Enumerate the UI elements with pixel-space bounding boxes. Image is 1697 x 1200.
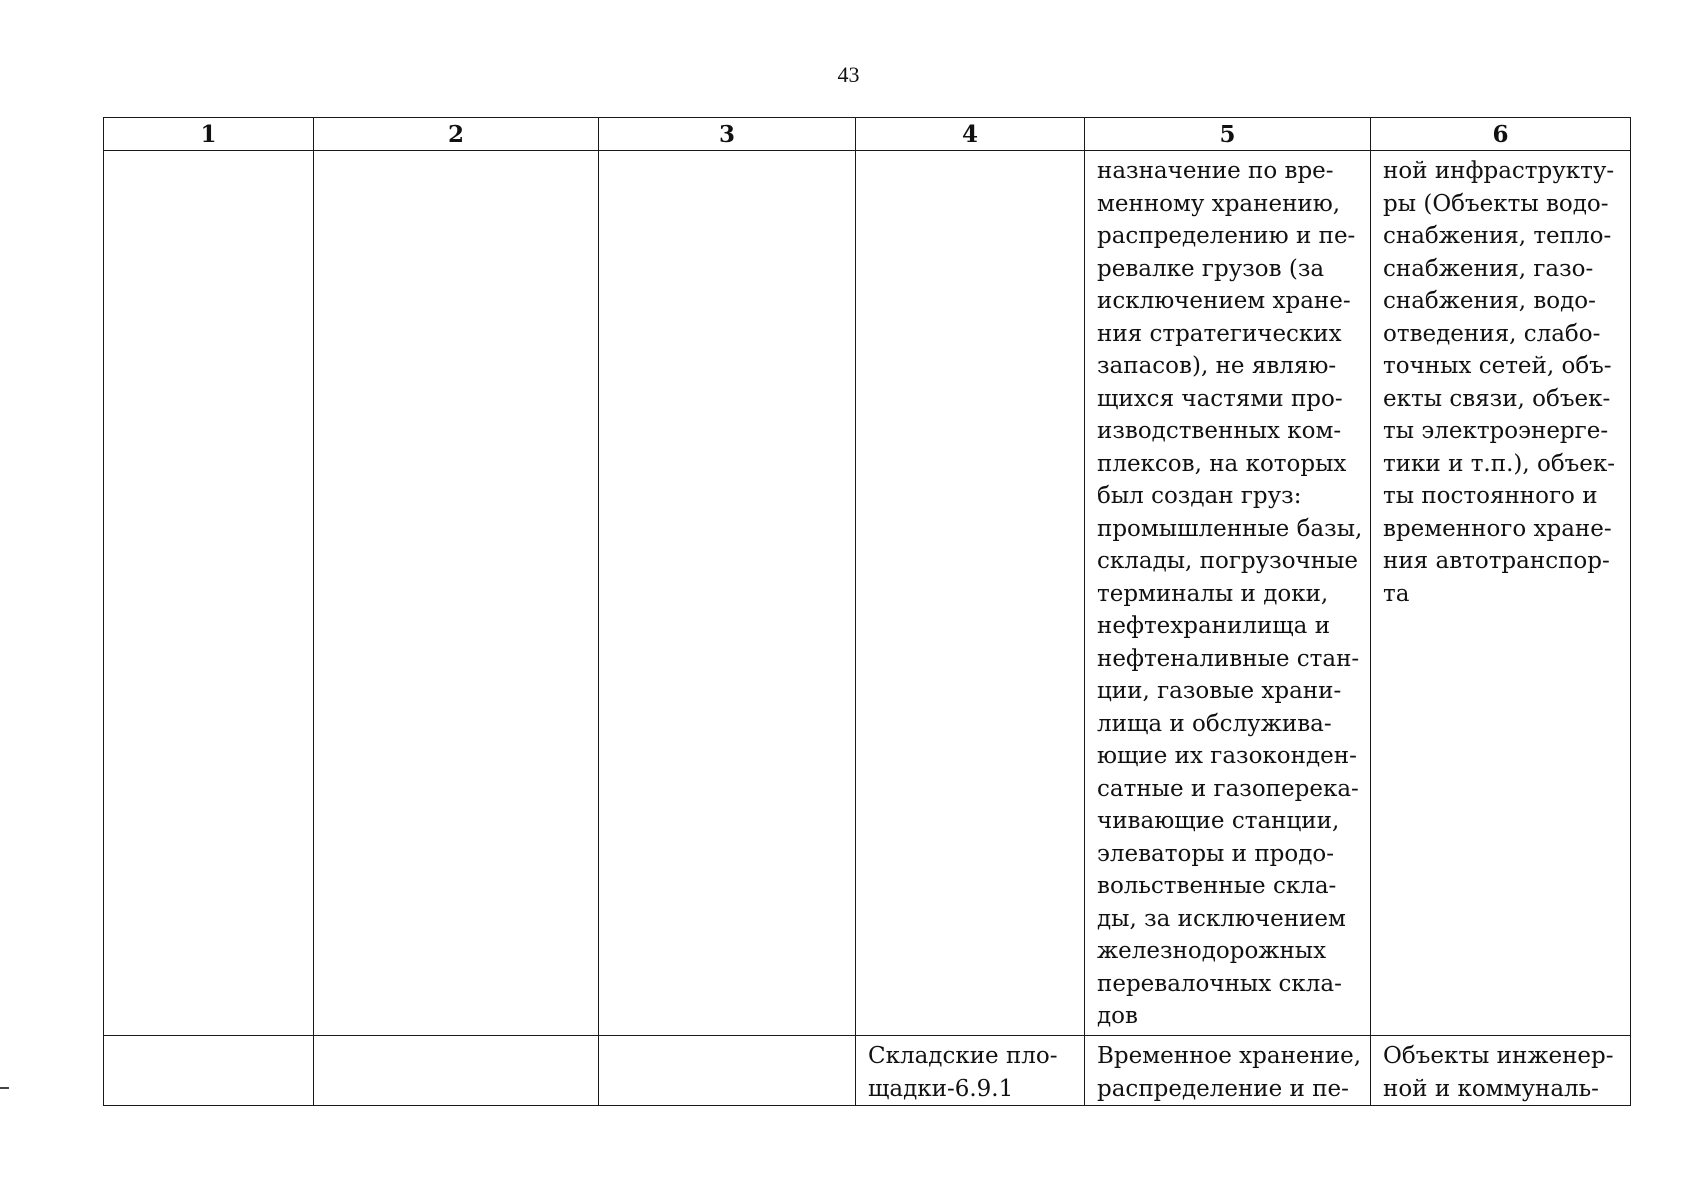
table-cell (599, 151, 856, 1036)
table-cell-use-description: Временное хранение, распределение и пе- (1085, 1036, 1371, 1106)
column-header-6: 6 (1371, 118, 1631, 151)
margin-mark (0, 1087, 9, 1089)
table-cell (599, 1036, 856, 1106)
column-header-2: 2 (314, 118, 599, 151)
table-cell (314, 1036, 599, 1106)
table-cell (314, 151, 599, 1036)
column-header-1: 1 (104, 118, 314, 151)
table-cell-use-description: назначение по вре- менному хранению, распределению и пе- ревалке грузов (за исключением хране- ния стратегических запасов), не являю- щихся частями про- изводственных ком- плексов, на которых был создан груз: промышленные базы, склады, погрузочные терминалы и доки, нефтехранилища и нефтеналивные стан- ции, газовые храни- лища и обслужива- ющие их газоконден- сатные и газоперека- чивающие станции, элеваторы и продо- вольственные скла- ды, за исключением железнодорожных перевалочных скла- дов (1085, 151, 1371, 1036)
column-header-5: 5 (1085, 118, 1371, 151)
table-row (104, 151, 1631, 1036)
table-header-row (104, 118, 1631, 151)
column-header-4: 4 (856, 118, 1085, 151)
table-cell-infrastructure: Объекты инженер- ной и коммуналь- (1371, 1036, 1631, 1106)
zoning-table (103, 117, 1631, 1106)
table-cell (104, 1036, 314, 1106)
column-header-3: 3 (599, 118, 856, 151)
table-cell-infrastructure: ной инфраструкту- ры (Объекты водо- снабжения, тепло- снабжения, газо- снабжения, водо- отведения, слабо- точных сетей, объ- екты связи, объек- ты электроэнерге- тики и т.п.), объек- ты постоянного и временного хране- ния автотранспор- та (1371, 151, 1631, 1036)
table-cell (856, 151, 1085, 1036)
table-row (104, 1036, 1631, 1106)
page-number: 43 (837, 62, 860, 87)
table-cell (104, 151, 314, 1036)
table-cell-use-name: Складские пло- щадки-6.9.1 (856, 1036, 1085, 1106)
